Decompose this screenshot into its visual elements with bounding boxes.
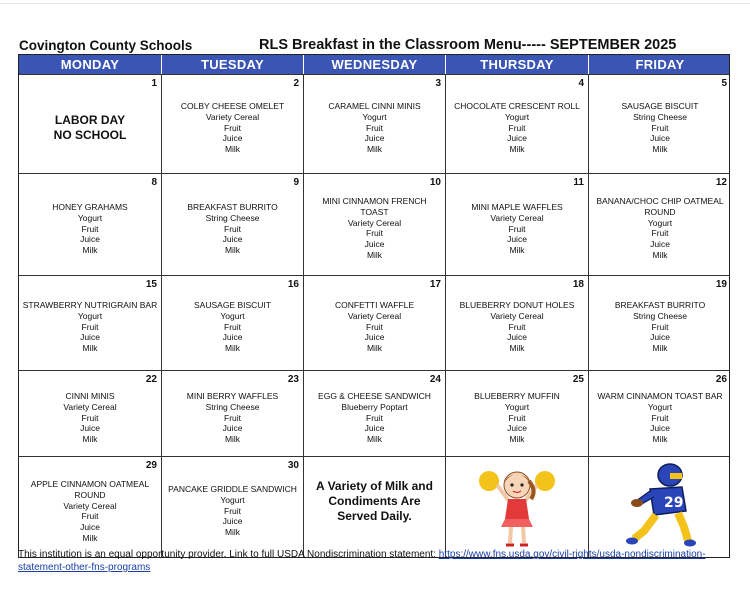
menu-item: ROUND — [644, 206, 676, 217]
menu-item: Yogurt — [647, 401, 673, 412]
menu-item: Juice — [222, 423, 243, 434]
day-cell-friday — [589, 75, 731, 173]
menu-item: Fruit — [508, 122, 526, 133]
menu-items — [162, 300, 303, 354]
menu-items — [19, 113, 161, 143]
date-number: 15 — [145, 279, 157, 290]
menu-item: Milk — [652, 144, 668, 155]
menu-items — [162, 202, 303, 256]
menu-item: Juice — [80, 522, 100, 533]
menu-item: Fruit — [651, 122, 669, 133]
menu-item: Juice — [650, 133, 670, 144]
date-number: 9 — [293, 177, 299, 188]
day-cell-monday — [19, 276, 162, 370]
menu-items — [446, 101, 588, 155]
day-cell-tuesday — [162, 371, 304, 456]
week-row — [19, 275, 729, 370]
menu-item: Fruit — [366, 412, 383, 423]
usda-statement-link[interactable]: https://www.fns.usda.gov/civil-rights/usda-nondiscrimination-statement-other-fns-programs — [18, 549, 706, 573]
menu-item: Milk — [224, 245, 241, 256]
main-entree: MINI CINNAMON FRENCH — [322, 196, 427, 206]
svg-text:29: 29 — [664, 495, 684, 511]
menu-items — [446, 202, 588, 256]
day-cell-tuesday — [162, 174, 304, 275]
week-row — [19, 370, 729, 456]
menu-item: Juice — [222, 516, 243, 527]
day-cell-wednesday — [304, 371, 446, 456]
menu-item: Yogurt — [647, 217, 673, 228]
menu-item: Fruit — [651, 412, 669, 423]
menu-item: Fruit — [224, 505, 241, 516]
day-header-friday: FRIDAY — [635, 57, 685, 72]
date-number: 1 — [151, 78, 157, 89]
menu-items — [19, 202, 161, 256]
menu-item: Juice — [222, 332, 243, 343]
menu-item: Juice — [80, 423, 100, 434]
menu-item: Yogurt — [362, 111, 387, 122]
main-entree: EGG & CHEESE SANDWICH — [318, 391, 431, 401]
menu-item: Juice — [364, 239, 385, 250]
menu-item: TOAST — [360, 206, 389, 217]
menu-item: Yogurt — [504, 111, 530, 122]
menu-item: Juice — [364, 332, 385, 343]
menu-item: Milk — [224, 144, 241, 155]
menu-item: Fruit — [224, 223, 241, 234]
menu-items — [589, 101, 731, 155]
menu-item: Fruit — [224, 321, 241, 332]
menu-item: Variety Cereal — [63, 500, 117, 511]
menu-item: String Cheese — [633, 111, 687, 122]
menu-item: Milk — [224, 343, 241, 354]
menu-item: Juice — [80, 332, 100, 343]
date-number: 10 — [429, 177, 441, 188]
day-cell-thursday — [446, 371, 589, 456]
menu-items — [446, 391, 588, 445]
day-cell-friday — [589, 174, 731, 275]
menu-item: Milk — [82, 245, 98, 256]
football-player-icon — [620, 461, 700, 549]
menu-item: Fruit — [651, 228, 669, 239]
week-row — [19, 173, 729, 275]
menu-title: RLS Breakfast in the Classroom Menu----- SEPTEMBER 2025 — [259, 37, 677, 53]
menu-item: Yogurt — [504, 401, 530, 412]
menu-item: Fruit — [366, 321, 383, 332]
day-cell-wednesday — [304, 75, 446, 173]
date-number: 4 — [578, 78, 584, 89]
menu-item: Variety Cereal — [490, 310, 544, 321]
menu-item: Milk — [82, 434, 98, 445]
menu-item: Yogurt — [220, 310, 245, 321]
menu-item: Milk — [509, 434, 525, 445]
day-cell-tuesday — [162, 276, 304, 370]
menu-item: Juice — [222, 234, 243, 245]
menu-item: Fruit — [651, 321, 669, 332]
weekday-header-row — [19, 55, 729, 74]
date-number: 29 — [145, 460, 157, 471]
day-cell-monday — [19, 371, 162, 456]
menu-item: Fruit — [224, 412, 241, 423]
date-number: 22 — [145, 374, 157, 385]
menu-item: Fruit — [81, 321, 99, 332]
menu-items — [19, 479, 161, 544]
main-entree: PANCAKE GRIDDLE SANDWICH — [168, 484, 297, 494]
menu-item: Fruit — [81, 412, 99, 423]
menu-item: Juice — [507, 332, 527, 343]
menu-item: Juice — [650, 423, 670, 434]
date-number: 12 — [715, 177, 727, 188]
main-entree: CINNI MINIS — [65, 391, 115, 401]
date-number: 11 — [573, 177, 584, 188]
menu-item: Juice — [507, 423, 527, 434]
top-divider — [0, 3, 750, 4]
menu-item: Fruit — [508, 321, 526, 332]
menu-item: Variety Cereal — [347, 310, 402, 321]
menu-item: Fruit — [508, 223, 526, 234]
day-cell-friday — [589, 457, 731, 557]
cheerleader-icon — [477, 461, 557, 549]
menu-items — [589, 391, 731, 445]
menu-item: Milk — [224, 527, 241, 538]
date-number: 3 — [435, 78, 441, 89]
day-cell-wednesday — [304, 276, 446, 370]
week-row — [19, 74, 729, 173]
footer — [18, 548, 730, 574]
menu-item: Fruit — [224, 122, 241, 133]
menu-item: Milk — [509, 343, 525, 354]
day-cell-thursday — [446, 457, 589, 557]
day-cell-thursday — [446, 276, 589, 370]
date-number: 18 — [572, 279, 584, 290]
menu-item: Yogurt — [77, 212, 103, 223]
menu-item: Milk — [652, 343, 668, 354]
day-header-wednesday: WEDNESDAY — [304, 55, 446, 74]
menu-item: Fruit — [81, 223, 99, 234]
menu-item: Fruit — [366, 122, 383, 133]
day-cell-friday — [589, 371, 731, 456]
menu-items — [589, 300, 731, 354]
menu-items — [19, 300, 161, 354]
main-entree: CARAMEL CINNI MINIS — [328, 101, 421, 111]
main-entree: HONEY GRAHAMS — [52, 202, 128, 212]
holiday-note: LABOR DAY — [54, 113, 126, 127]
menu-item: Milk — [82, 532, 98, 543]
holiday-note: NO SCHOOL — [53, 128, 127, 142]
week-row — [19, 456, 729, 557]
menu-items — [304, 196, 445, 261]
menu-item: String Cheese — [633, 310, 687, 321]
date-number: 30 — [287, 460, 299, 471]
menu-items — [304, 101, 445, 155]
daily-note: A Variety of Milk and Condiments Are Served Daily. — [316, 479, 433, 523]
date-number: 26 — [715, 374, 727, 385]
menu-item: Juice — [364, 423, 385, 434]
date-number: 5 — [721, 78, 727, 89]
main-entree: WARM CINNAMON TOAST BAR — [597, 391, 723, 401]
menu-items — [304, 391, 445, 445]
day-header-monday: MONDAY — [19, 55, 162, 74]
menu-items — [304, 300, 445, 354]
menu-item: Juice — [650, 332, 670, 343]
day-cell-monday — [19, 174, 162, 275]
day-cell-wednesday — [304, 174, 446, 275]
menu-items — [19, 391, 161, 445]
main-entree: MINI MAPLE WAFFLES — [471, 202, 563, 212]
date-number: 8 — [151, 177, 157, 188]
menu-item: Variety Cereal — [347, 217, 402, 228]
main-entree: BREAKFAST BURRITO — [614, 300, 706, 310]
day-cell-tuesday — [162, 75, 304, 173]
day-cell-thursday — [446, 75, 589, 173]
menu-item: Milk — [652, 249, 668, 260]
main-entree: APPLE CINNAMON OATMEAL — [30, 479, 150, 489]
menu-items — [162, 391, 303, 445]
date-number: 19 — [715, 279, 727, 290]
menu-item: Variety Cereal — [63, 401, 117, 412]
menu-item: String Cheese — [205, 212, 260, 223]
menu-item: String Cheese — [205, 401, 260, 412]
menu-item: Milk — [652, 434, 668, 445]
menu-items — [446, 300, 588, 354]
menu-item: Juice — [507, 234, 527, 245]
menu-item: ROUND — [74, 489, 106, 500]
menu-item: Juice — [364, 133, 385, 144]
nondiscrimination-text: This institution is an equal opportunity provider. Link to full USDA Nondiscrimination statement: — [18, 549, 436, 560]
main-entree: SAUSAGE BISCUIT — [621, 101, 699, 111]
day-cell-wednesday — [304, 457, 446, 557]
main-entree: CONFETTI WAFFLE — [334, 300, 414, 310]
day-cell-thursday — [446, 174, 589, 275]
day-cell-monday — [19, 75, 162, 173]
main-entree: COLBY CHEESE OMELET — [180, 101, 285, 111]
day-cell-friday — [589, 276, 731, 370]
menu-item: Milk — [366, 249, 383, 260]
date-number: 17 — [429, 279, 441, 290]
menu-item: Variety Cereal — [490, 212, 544, 223]
menu-item: Milk — [509, 245, 525, 256]
date-number: 23 — [287, 374, 299, 385]
menu-item: Fruit — [366, 228, 383, 239]
main-entree: BANANA/CHOC CHIP OATMEAL — [596, 196, 724, 206]
menu-item: Milk — [366, 434, 383, 445]
school-name: Covington County Schools — [19, 38, 193, 53]
menu-item: Milk — [82, 343, 98, 354]
menu-item: Juice — [222, 133, 243, 144]
menu-calendar — [18, 54, 730, 558]
menu-items — [162, 484, 303, 538]
menu-item: Milk — [366, 343, 383, 354]
main-entree: BREAKFAST BURRITO — [187, 202, 278, 212]
menu-item: Yogurt — [77, 310, 103, 321]
menu-item: Milk — [509, 144, 525, 155]
menu-item: Juice — [650, 239, 670, 250]
date-number: 24 — [429, 374, 441, 385]
menu-item: Blueberry Poptart — [341, 401, 408, 412]
menu-item: Milk — [224, 434, 241, 445]
main-entree: MINI BERRY WAFFLES — [186, 391, 279, 401]
menu-item: Yogurt — [220, 494, 245, 505]
day-cell-tuesday — [162, 457, 304, 557]
day-header-tuesday: TUESDAY — [162, 55, 304, 74]
menu-item: Fruit — [81, 511, 99, 522]
menu-item: Juice — [80, 234, 100, 245]
menu-item: Variety Cereal — [205, 111, 260, 122]
menu-item: Juice — [507, 133, 527, 144]
date-number: 25 — [572, 374, 584, 385]
menu-item: Milk — [366, 144, 383, 155]
menu-items — [589, 196, 731, 261]
main-entree: CHOCOLATE CRESCENT ROLL — [454, 101, 580, 111]
main-entree: SAUSAGE BISCUIT — [194, 300, 271, 310]
date-number: 2 — [293, 78, 299, 89]
week-rows — [19, 74, 729, 557]
menu-items — [162, 101, 303, 155]
menu-item: Fruit — [508, 412, 526, 423]
main-entree: BLUEBERRY MUFFIN — [474, 391, 560, 401]
day-cell-monday — [19, 457, 162, 557]
day-header-thursday: THURSDAY — [446, 55, 589, 74]
main-entree: STRAWBERRY NUTRIGRAIN BAR — [22, 300, 158, 310]
main-entree: BLUEBERRY DONUT HOLES — [459, 300, 575, 310]
date-number: 16 — [287, 279, 299, 290]
